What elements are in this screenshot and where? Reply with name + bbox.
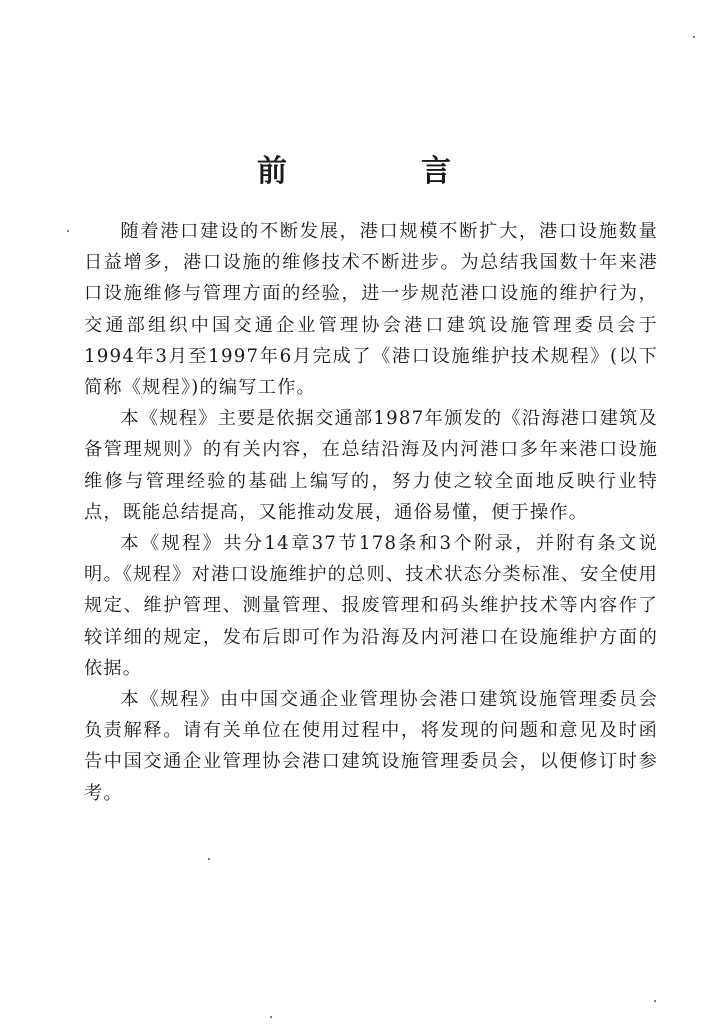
page-title: 前 言 bbox=[257, 154, 503, 189]
scan-speck bbox=[67, 230, 69, 232]
scan-speck bbox=[270, 1016, 272, 1018]
preface-body bbox=[84, 216, 658, 809]
paragraph-1: 随着港口建设的不断发展，港口规模不断扩大，港口设施数量日益增多，港口设施的维修技术不断进步。为总结我国数十年来港口设施维修与管理方面的经验，进一步规范港口设施的维护行为，交通部组织中国交通企业管理协会港口建筑设施管理委员会于1994年3月至1997年6月完成了《港口设施维护技术规程》(以下简称《规程》)的编写工作。 bbox=[84, 221, 658, 399]
paragraph-4: 本《规程》由中国交通企业管理协会港口建筑设施管理委员会负责解释。请有关单位在使用过程中，将发现的问题和意见及时函告中国交通企业管理协会港口建筑设施管理委员会，以便修订时参考。 bbox=[84, 689, 658, 804]
scan-speck bbox=[693, 36, 695, 38]
scan-speck bbox=[208, 858, 210, 860]
paragraph-3: 本《规程》共分14章37节178条和3个附录，并附有条文说明。《规程》对港口设施维护的总则、技术状态分类标准、安全使用规定、维护管理、测量管理、报废管理和码头维护技术等内容作了较详细的规定，发布后即可作为沿海及内河港口在设施维护方面的依据。 bbox=[84, 533, 658, 679]
paragraph-2: 本《规程》主要是依据交通部1987年颁发的《沿海港口建筑及备管理规则》的有关内容，在总结沿海及内河港口多年来港口设施维修与管理经验的基础上编写的，努力使之较全面地反映行业特点，既能总结提高，又能推动发展，通俗易懂，便于操作。 bbox=[84, 408, 658, 523]
scan-speck bbox=[654, 1000, 656, 1002]
